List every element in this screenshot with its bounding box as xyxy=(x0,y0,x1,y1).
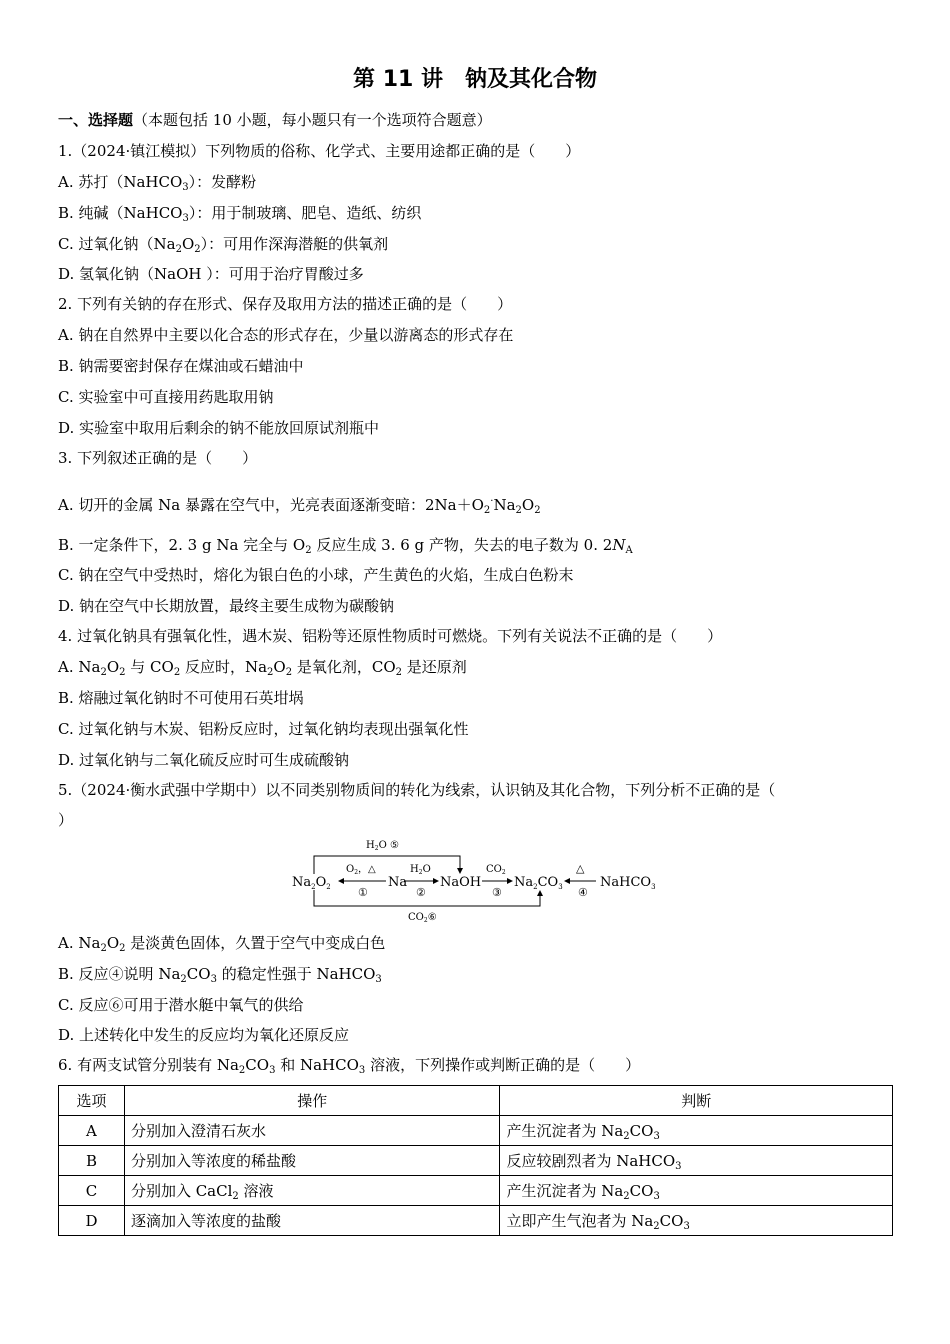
q2-option-a: A. 钠在自然界中主要以化合态的形式存在，少量以游离态的形式存在 xyxy=(58,326,514,344)
q5-stem: 5.（2024·衡水武强中学期中）以不同类别物质间的转化为线索，认识钠及其化合物，下列分析不正确的是（ xyxy=(58,781,776,799)
header-operation: 操作 xyxy=(124,1086,500,1116)
q4-option-b: B. 熔融过氧化钠时不可使用石英坩埚 xyxy=(58,689,304,707)
q3-stem: 3. 下列叙述正确的是（ ） xyxy=(58,449,258,467)
co2-bracket-line xyxy=(314,890,540,906)
q3-option-b: B. 一定条件下，2. 3 g Na 完全与 $O_2$ 反应生成 3. 6 g 产物，失去的电子数为 0. $2N_A$ xyxy=(58,536,633,556)
q5-stem-continuation: ） xyxy=(58,811,74,829)
arrow-1-label: $O_2$，△ xyxy=(346,864,376,876)
table-row xyxy=(59,1146,893,1176)
judgment-cell: 反应较剧烈者为 NaHCO$_3$ xyxy=(500,1146,893,1176)
q5-option-d: D. 上述转化中发生的反应均为氧化还原反应 xyxy=(58,1026,350,1044)
q4-stem: 4. 过氧化钠具有强氧化性，遇木炭、铝粉等还原性物质时可燃烧。下列有关说法不正确的是（ ） xyxy=(58,627,723,645)
arrow-1-head xyxy=(338,878,344,884)
q1-option-a: A. 苏打（NaHCO$_3$）：发酵粉 xyxy=(58,173,257,193)
arrow-4-number: ④ xyxy=(578,886,588,899)
na2co3-node: $Na_2CO_3$ xyxy=(514,875,563,891)
header-judgment: 判断 xyxy=(500,1086,893,1116)
co2-bracket-arrowhead xyxy=(537,890,543,896)
operation-cell: 逐滴加入等浓度的盐酸 xyxy=(124,1206,500,1236)
section-header: 一、选择题 xyxy=(58,111,134,129)
q4-option-c: C. 过氧化钠与木炭、铝粉反应时，过氧化钠均表现出强氧化性 xyxy=(58,720,469,738)
arrow-4-label: △ xyxy=(576,862,585,875)
table-row xyxy=(59,1206,893,1236)
arrow-2-head xyxy=(433,878,439,884)
section-note: （本题包括 10 小题，每小题只有一个选项符合题意） xyxy=(133,111,492,129)
q2-option-d: D. 实验室中取用后剩余的钠不能放回原试剂瓶中 xyxy=(58,419,380,437)
co2-bottom-label: $CO_2⑥$ xyxy=(408,912,437,924)
nahco3-node: NaHCO$_3$ xyxy=(600,875,656,891)
table-row xyxy=(59,1176,893,1206)
q2-option-c: C. 实验室中可直接用药匙取用钠 xyxy=(58,388,274,406)
q1-option-d: D. 氢氧化钠（NaOH ）：可用于治疗胃酸过多 xyxy=(58,265,364,283)
arrow-1-number: ① xyxy=(358,886,368,899)
q6-stem: 6. 有两支试管分别装有 $Na_2CO_3$ 和 NaHCO$_3$ 溶液，下列操作或判断正确的是（ ） xyxy=(58,1056,641,1076)
judgment-cell: 产生沉淀者为 $Na_2CO_3$ xyxy=(500,1176,893,1206)
naoh-node: NaOH xyxy=(440,875,482,890)
na-node: Na xyxy=(388,875,408,890)
table-row xyxy=(59,1116,893,1146)
q1-option-b: B. 纯碱（NaHCO$_3$）：用于制玻璃、肥皂、造纸、纺织 xyxy=(58,204,422,224)
q5-option-a: A. $Na_2O_2$ 是淡黄色固体，久置于空气中变成白色 xyxy=(58,934,386,954)
option-cell: B xyxy=(59,1146,125,1176)
judgment-cell: 立即产生气泡者为 $Na_2CO_3$ xyxy=(500,1206,893,1236)
q2-stem: 2. 下列有关钠的存在形式、保存及取用方法的描述正确的是（ ） xyxy=(58,295,513,313)
option-cell: A xyxy=(59,1116,125,1146)
q5-option-b: B. 反应④说明 $Na_2CO_3$ 的稳定性强于 NaHCO$_3$ xyxy=(58,965,382,985)
sodium-conversion-diagram xyxy=(290,834,670,926)
arrow-3-head xyxy=(507,878,513,884)
arrow-4-head xyxy=(564,878,570,884)
h2o-top-label: $H_2O$ ⑤ xyxy=(366,840,399,852)
table-header-row xyxy=(59,1086,893,1116)
page-title: 第 11 讲 钠及其化合物 xyxy=(353,67,597,92)
section-heading xyxy=(58,110,492,130)
q6-options-table xyxy=(58,1085,893,1236)
operation-cell: 分别加入等浓度的稀盐酸 xyxy=(124,1146,500,1176)
judgment-cell: 产生沉淀者为 $Na_2CO_3$ xyxy=(500,1116,893,1146)
option-cell: C xyxy=(59,1176,125,1206)
h2o-bracket-line xyxy=(314,856,460,874)
header-option: 选项 xyxy=(59,1086,125,1116)
q1-stem: 1.（2024·镇江模拟）下列物质的俗称、化学式、主要用途都正确的是（ ） xyxy=(58,142,581,160)
q2-option-b: B. 钠需要密封保存在煤油或石蜡油中 xyxy=(58,357,304,375)
option-cell: D xyxy=(59,1206,125,1236)
arrow-3-number: ③ xyxy=(492,886,502,899)
q3-option-d: D. 钠在空气中长期放置，最终主要生成物为碳酸钠 xyxy=(58,597,395,615)
q5-option-c: C. 反应⑥可用于潜水艇中氧气的供给 xyxy=(58,996,304,1014)
q4-option-a: A. $Na_2O_2$ 与 $CO_2$ 反应时，$Na_2O_2$ 是氧化剂，$CO_2$ 是还原剂 xyxy=(58,658,467,678)
arrow-2-number: ② xyxy=(416,886,426,899)
operation-cell: 分别加入 CaCl$_2$ 溶液 xyxy=(124,1176,500,1206)
q1-option-c: C. 过氧化钠$(Na_2O_2)$：可用作深海潜艇的供氧剂 xyxy=(58,235,389,255)
arrow-2-label: $H_2O$ xyxy=(410,864,431,876)
q3-option-c: C. 钠在空气中受热时，熔化为银白色的小球，产生黄色的火焰，生成白色粉末 xyxy=(58,566,574,584)
q4-option-d: D. 过氧化钠与二氧化硫反应时可生成硫酸钠 xyxy=(58,751,350,769)
operation-cell: 分别加入澄清石灰水 xyxy=(124,1116,500,1146)
h2o-bracket-arrowhead xyxy=(457,868,463,874)
na2o2-node: $Na_2O_2$ xyxy=(292,875,331,891)
arrow-3-label: $CO_2$ xyxy=(486,864,506,876)
q3-option-a: A. 切开的金属 Na 暴露在空气中，光亮表面逐渐变暗：$2Na+O_2^\cdot Na_2O_2$ xyxy=(58,496,541,516)
